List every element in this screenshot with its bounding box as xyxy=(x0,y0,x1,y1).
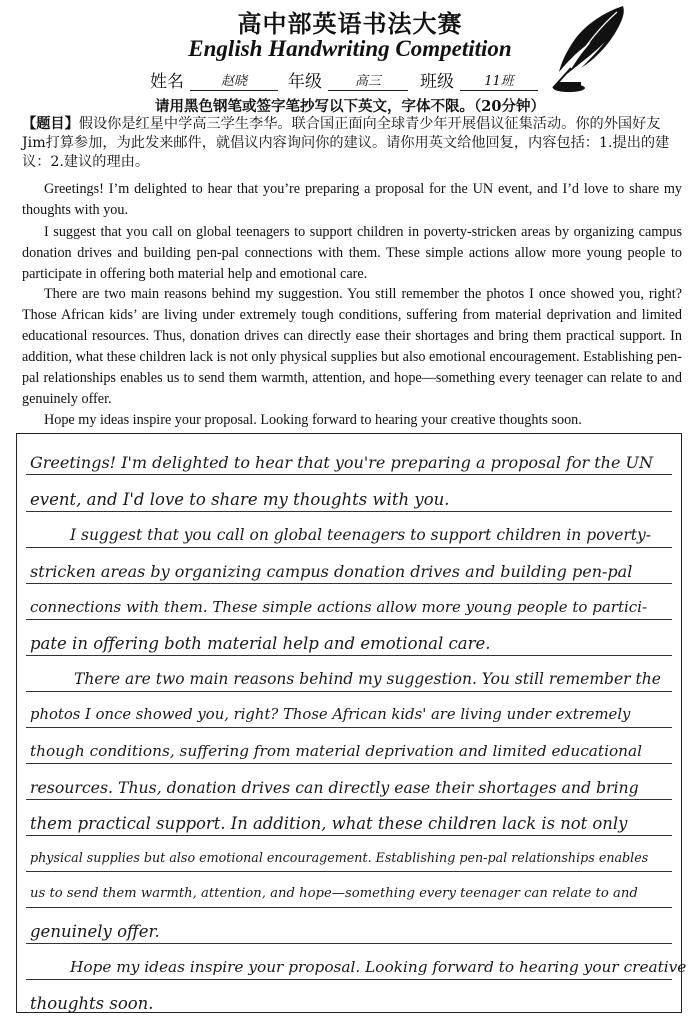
handwritten-line: genuinely offer. xyxy=(30,922,160,941)
handwritten-line: us to send them warmth, attention, and hope—something every teenager can relate to and xyxy=(30,886,638,901)
handwritten-line: I suggest that you call on global teenagers to support children in poverty- xyxy=(70,526,652,544)
handwritten-line: event, and I'd love to share my thoughts with you. xyxy=(30,490,450,509)
writing-rule xyxy=(26,727,672,728)
name-label: 姓名 xyxy=(150,72,184,92)
handwritten-line: Greetings! I'm delighted to hear that you're preparing a proposal for the UN xyxy=(30,453,654,472)
prompt-tag: 【题目】 xyxy=(22,116,79,132)
grade-field[interactable]: 高三 xyxy=(328,70,408,91)
page-title-english: English Handwriting Competition xyxy=(188,36,512,61)
model-paragraph: Hope my ideas inspire your proposal. Looking forward to hearing your creative thoughts soon. xyxy=(44,412,582,428)
writing-rule xyxy=(26,619,672,620)
writing-rule xyxy=(26,763,672,764)
class-label: 班级 xyxy=(420,72,454,92)
quill-pen-icon xyxy=(545,2,645,94)
handwritten-line: pate in offering both material help and emotional care. xyxy=(30,634,491,653)
handwritten-line: Hope my ideas inspire your proposal. Looking forward to hearing your creative xyxy=(70,958,687,976)
handwritten-line: thoughts soon. xyxy=(30,994,154,1013)
handwritten-line: resources. Thus, donation drives can directly ease their shortages and bring xyxy=(30,778,639,797)
writing-rule xyxy=(26,655,672,656)
name-field[interactable]: 赵晓 xyxy=(190,70,278,91)
prompt-text: 假设你是红星中学高三学生李华。联合国正面向全球青少年开展倡议征集活动。你的外国好友Jim打算参加，为此发来邮件，就倡议内容询问你的建议。请你用英文给他回复，内容包括：1.提出的建议：2.建议的理由。 xyxy=(22,116,670,170)
handwritten-line: them practical support. In addition, what these children lack is not only xyxy=(30,814,628,833)
writing-rule xyxy=(26,799,672,800)
writing-rule xyxy=(26,583,672,584)
writing-rule xyxy=(26,691,672,692)
instruction-text: 请用黑色钢笔或签字笔抄写以下英文，字体不限。（20分钟） xyxy=(155,98,545,115)
handwritten-line: physical supplies but also emotional encouragement. Establishing pen-pal relationships enables xyxy=(30,850,649,865)
handwritten-line: connections with them. These simple actions allow more young people to partici- xyxy=(30,598,648,616)
class-field[interactable]: 11班 xyxy=(460,70,538,91)
writing-rule xyxy=(26,835,672,836)
grade-label: 年级 xyxy=(288,72,322,92)
writing-rule xyxy=(26,871,672,872)
handwritten-line: There are two main reasons behind my suggestion. You still remember the xyxy=(74,670,661,688)
page-title-chinese: 高中部英语书法大赛 xyxy=(237,9,463,38)
writing-rule xyxy=(26,547,672,548)
handwritten-line: photos I once showed you, right? Those African kids' are living under extremely xyxy=(30,706,631,723)
writing-rule xyxy=(26,979,672,980)
writing-rule xyxy=(26,943,672,944)
model-paragraph: I suggest that you call on global teenagers to support children in poverty-stricken areas by organizing campus donation drives and building pen-pal connections with them. These simple actions allow more young people to participate in offering both material help and emotional care. xyxy=(22,224,682,282)
writing-rule xyxy=(26,474,672,475)
model-paragraph: Greetings! I’m delighted to hear that you’re preparing a proposal for the UN event, and I’d love to share my thoughts with you. xyxy=(22,181,682,218)
writing-rule xyxy=(26,511,672,512)
handwritten-line: stricken areas by organizing campus donation drives and building pen-pal xyxy=(30,562,633,581)
model-paragraph: There are two main reasons behind my suggestion. You still remember the photos I once showed you, right? Those African kids’ are living under extremely tough conditions, suffering from material deprivation and limited educational resources. Thus, donation drives can directly ease their shortages and bring them practical support. In addition, what these children lack is not only physical supplies but also emotional encouragement. Establishing pen-pal relationships enables us to send them warmth, attention, and hope—something every teenager can relate to and genuinely offer. xyxy=(22,286,682,407)
prompt-block xyxy=(22,115,674,172)
writing-rule xyxy=(26,907,672,908)
handwritten-line: though conditions, suffering from material deprivation and limited educational xyxy=(30,742,643,760)
